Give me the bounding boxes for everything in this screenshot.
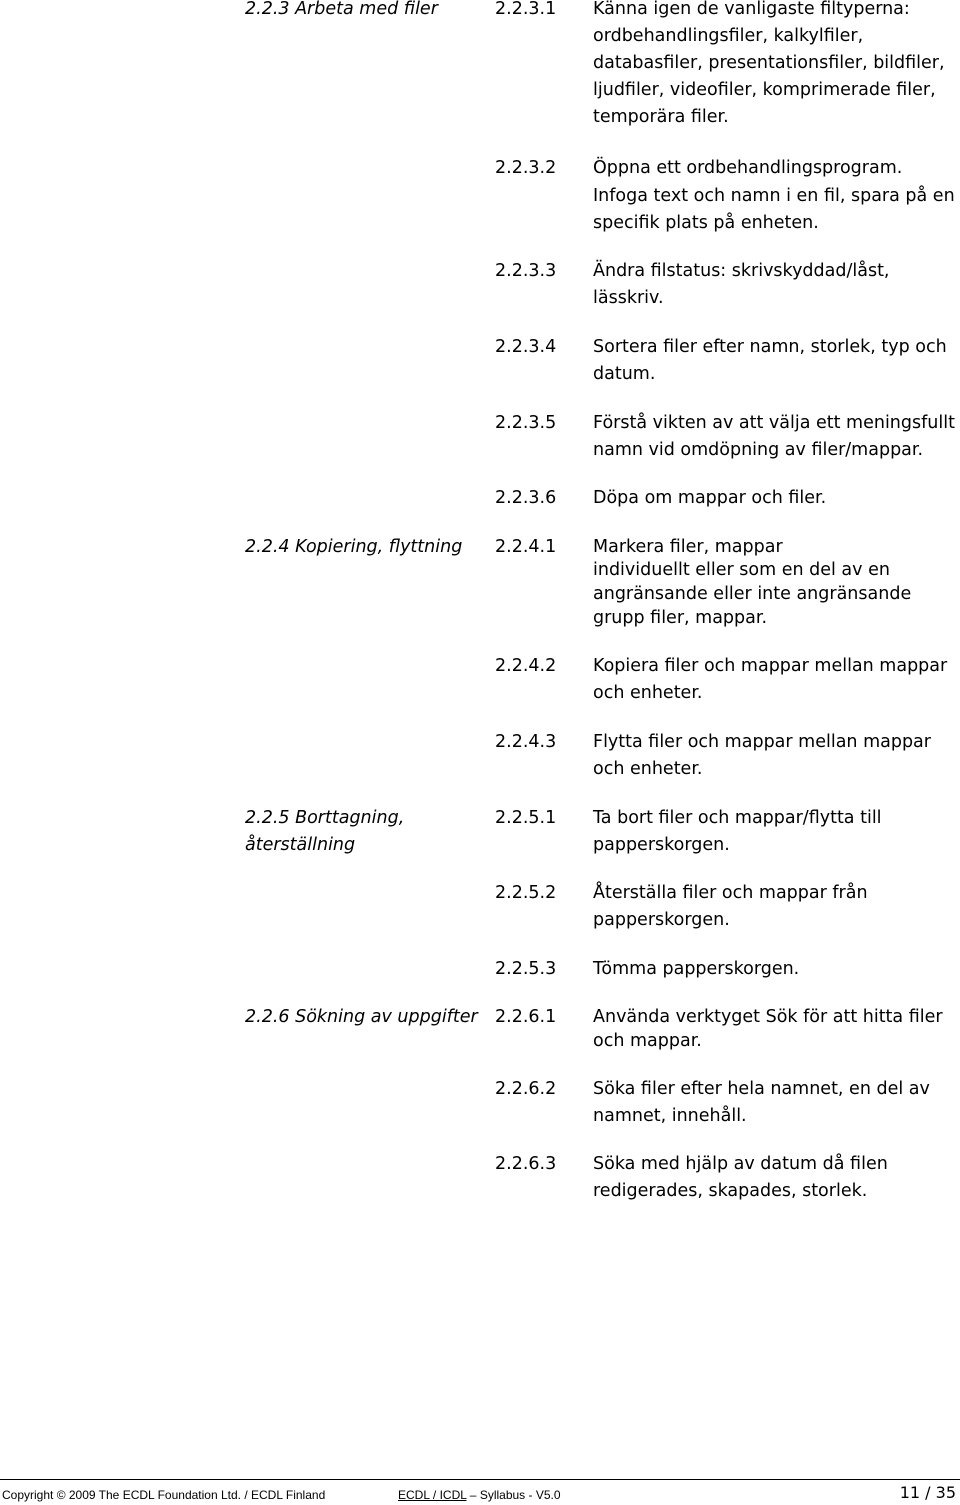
item-number: 2.2.5.2 [495,883,557,903]
item-text-line: Kopiera filer och mappar mellan mappar [593,656,948,676]
item-text-line: namn vid omdöpning av filer/mappar. [593,440,924,460]
category-2-2-4: 2.2.4 Kopiering, flyttning [245,537,463,557]
item-number: 2.2.5.3 [495,959,557,979]
category-2-2-5-line1: 2.2.5 Borttagning, [245,808,405,828]
item-text-line: databasfiler, presentationsfiler, bildfiler, [593,53,945,73]
footer-divider [0,1479,960,1480]
footer-syllabus-ecdl: ECDL / ICDL [398,1488,467,1502]
item-number: 2.2.6.3 [495,1154,557,1174]
item-text-line: Förstå vikten av att välja ett meningsfullt [593,413,955,433]
footer-copyright: Copyright © 2009 The ECDL Foundation Ltd. / ECDL Finland [2,1488,326,1502]
item-text-line: ljudfiler, videofiler, komprimerade filer, [593,80,936,100]
item-text-line: papperskorgen. [593,835,730,855]
item-number: 2.2.4.3 [495,732,557,752]
category-2-2-6: 2.2.6 Sökning av uppgifter [245,1007,478,1027]
item-text-line: och mappar. [593,1031,702,1051]
item-text-line: Använda verktyget Sök för att hitta filer [593,1007,943,1027]
item-text-line: datum. [593,364,656,384]
item-text-line: Ändra filstatus: skrivskyddad/låst, [593,261,890,281]
item-text-line: lässkriv. [593,288,664,308]
footer-syllabus-separator: – [466,1488,480,1502]
item-number: 2.2.6.1 [495,1007,557,1027]
item-number: 2.2.3.4 [495,337,557,357]
category-2-2-5-line2: återställning [245,835,356,855]
item-text-line: Flytta filer och mappar mellan mappar [593,732,931,752]
item-text-line: temporära filer. [593,107,729,127]
item-text-line: Söka med hjälp av datum då filen [593,1154,888,1174]
item-text-line: Öppna ett ordbehandlingsprogram. [593,158,903,178]
item-text-line: Ta bort filer och mappar/flytta till [593,808,882,828]
item-number: 2.2.3.3 [495,261,557,281]
item-text-line: Döpa om mappar och filer. [593,488,827,508]
item-text-line: ordbehandlingsfiler, kalkylfiler, [593,26,864,46]
item-number: 2.2.3.5 [495,413,557,433]
item-text-line: Återställa filer och mappar från [593,883,868,903]
page-footer [0,1479,960,1505]
item-text-line: Infoga text och namn i en fil, spara på en [593,186,955,206]
item-text-line: Sortera filer efter namn, storlek, typ och [593,337,947,357]
item-text-line: specifik plats på enheten. [593,213,819,233]
item-number: 2.2.3.2 [495,158,557,178]
item-text-line: Tömma papperskorgen. [593,959,800,979]
item-text-line: grupp filer, mappar. [593,608,768,628]
item-text-line: och enheter. [593,683,703,703]
item-text-line: Känna igen de vanligaste filtyperna: [593,0,910,19]
item-number: 2.2.3.1 [495,0,557,19]
item-text-line: redigerades, skapades, storlek. [593,1181,868,1201]
item-text-line: papperskorgen. [593,910,730,930]
category-2-2-3: 2.2.3 Arbeta med filer [245,0,438,19]
item-text-line: Markera filer, mappar [593,537,783,557]
item-number: 2.2.3.6 [495,488,557,508]
item-number: 2.2.4.2 [495,656,557,676]
item-number: 2.2.6.2 [495,1079,557,1099]
footer-syllabus [398,1487,561,1503]
item-number: 2.2.4.1 [495,537,557,557]
item-text-line: angränsande eller inte angränsande [593,584,912,604]
item-number: 2.2.5.1 [495,808,557,828]
item-text-line: individuellt eller som en del av en [593,560,890,580]
item-text-line: namnet, innehåll. [593,1106,747,1126]
footer-syllabus-version: Syllabus - V5.0 [479,1488,561,1502]
page-number: 11 / 35 [899,1483,956,1502]
item-text-line: och enheter. [593,759,703,779]
item-text-line: Söka filer efter hela namnet, en del av [593,1079,930,1099]
